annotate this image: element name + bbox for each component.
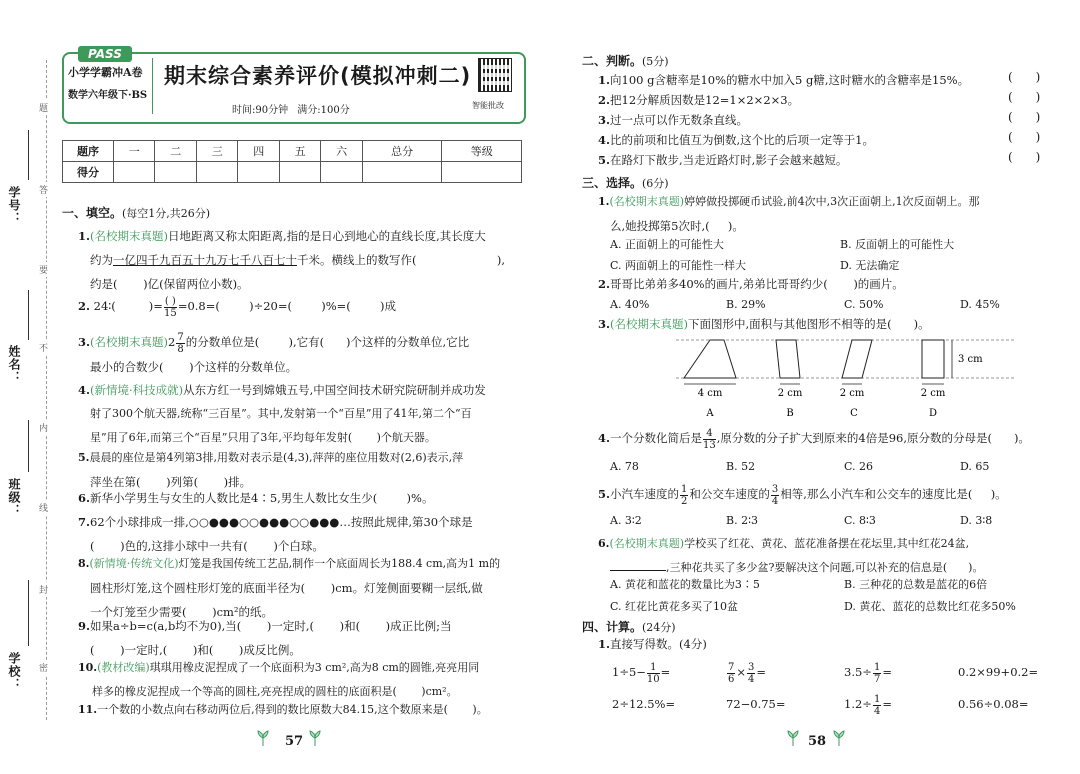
question-text: )= [148,299,163,313]
question-text: )一定时,( [120,643,168,657]
question-text: )的画片。 [853,277,904,291]
question-number: 10. [78,661,98,674]
margin-char: 要 [39,262,48,277]
question-number: 3. [78,335,91,349]
question-tag: (名校期末真题) [609,195,685,208]
question-tag: (名校期末真题) [90,335,168,349]
question-text: )一定时,( [266,619,314,633]
exam-full-score: 满分:100分 [297,105,350,116]
choice-option-a[interactable]: A. 3∶2 [610,514,642,527]
fraction-numerator: ( ) [164,295,176,307]
judge-item-1 [598,70,969,90]
fraction: $\frac{7}{6}$ [728,661,735,685]
question-text: 圆柱形灯笼,这个圆柱形灯笼的底面半径为( [90,581,306,595]
question-number: 2. [598,93,611,107]
question-text: )÷20=( [249,299,292,313]
question-text: )亿(保留两位小数)。 [143,277,249,291]
question-text: )。 [727,219,744,233]
choice-option-a[interactable]: A. 正面朝上的可能性大 [610,238,724,251]
question-text: )。 [990,487,1007,501]
choice-option-c[interactable]: C. 26 [844,460,874,473]
question-text: 学校买了红花、黄花、蓝花准备摆在花坛里,其中红花24盆, [684,537,970,550]
qr-code-icon[interactable] [478,58,512,92]
question-tag: (名校期末真题) [90,229,168,243]
question-number: 3. [598,317,611,331]
question-text: 向100 g含糖率是10%的糖水中加入5 g糖,这时糖水的含糖率是15%。 [610,73,970,87]
question-text: 小汽车速度的 [610,487,680,501]
section-fill-blank-title [62,204,210,221]
judge-item-5 [598,150,847,170]
question-number: 3. [598,113,611,127]
score-cell[interactable] [321,162,362,183]
choice-option-c[interactable]: C. 两面朝上的可能性一样大 [610,259,747,272]
table-header-cell: 二 [155,141,196,162]
dimension-label: 4 cm [697,388,723,399]
question-text: )成 [380,299,397,313]
table-header-cell: 题序 [63,141,114,162]
score-cell[interactable] [442,162,522,183]
question-text: 哥哥比弟弟多40%的画片,弟弟比哥哥约少( [610,277,828,291]
calc-item-5: 2÷12.5%= [612,697,676,711]
score-cell[interactable] [114,162,155,183]
table-row-label: 得分 [63,162,114,183]
question-1-11 [78,698,488,722]
question-tag: (新情境·科技成就) [90,383,184,397]
question-text: )个航天器。 [376,431,436,444]
shape-a-trapezoid [684,340,736,378]
question-number: 7. [78,515,91,529]
margin-char: 不 [39,340,48,355]
question-text: )个白球。 [273,539,324,553]
leaf-ornament-icon [786,730,800,746]
question-1-9 [78,614,528,662]
question-tag: (名校期末真题) [609,537,685,550]
question-text: )。 [968,561,984,574]
question-text: )和( [339,619,361,633]
score-cell[interactable] [238,162,279,183]
question-1-10 [78,656,528,704]
question-text: 千米。横线上的数写作( [297,253,417,267]
fraction-numerator: 3 [771,483,779,495]
question-text: 一个灯笼至少需要( [90,605,187,619]
question-number: 5. [598,487,611,501]
question-text: )%=( [321,299,351,313]
calc-item-4: 0.2×99+0.2= [958,665,1039,679]
school-field[interactable] [28,580,29,646]
question-text: ( [90,643,95,657]
fraction [703,428,716,451]
choice-question-5 [598,482,1007,507]
choice-option-c[interactable]: C. 50% [844,298,884,311]
margin-char: 封 [39,582,48,597]
margin-char: 内 [39,420,48,435]
table-header-cell: 四 [238,141,279,162]
calc-item-2: $\frac{7}{6}$ × $\frac{3}{4}$ = [728,661,767,685]
question-tag: (教材改编) [97,661,150,674]
question-1-3 [78,330,528,379]
question-number: 4. [78,383,91,397]
table-header-cell: 总分 [362,141,442,162]
question-text: ), [496,253,506,267]
question-text: )个这样的分数单位。 [189,359,298,374]
question-1-2 [78,294,396,319]
question-text: 过一点可以作无数条直线。 [610,113,749,127]
shape-label[interactable]: B [786,408,794,419]
leaf-ornament-icon [256,730,270,746]
question-number: 2. [78,299,91,313]
question-text: 琪琪用橡皮泥捏成了一个底面积为3 cm²,高为8 cm的圆锥,亮亮用同 [149,661,480,674]
choice-option-c[interactable]: C. 8∶3 [844,514,876,527]
shape-b-parallelogram [776,340,800,378]
shape-d-rectangle [922,340,944,378]
question-number: 6. [598,537,610,550]
fraction-denominator: 2 [681,495,688,507]
calc-item-6: 72−0.75= [726,697,786,711]
question-text: )。 [913,317,930,331]
leaf-ornament-icon [308,730,322,746]
choice-option-a[interactable]: A. 78 [610,460,639,473]
margin-char: 线 [39,500,48,515]
name-field[interactable] [28,290,29,340]
score-cell[interactable] [196,162,237,183]
table-header-cell: 五 [279,141,320,162]
question-text: 新华小学男生与女生的人数比是4∶5,男生人数比女生少( [90,491,378,505]
mixed-number-whole: 2 [168,335,176,349]
shape-label[interactable]: D [928,408,938,419]
dimension-label: 2 cm [839,388,865,399]
choice-question-1 [598,190,1068,238]
fraction: $\frac{1}{4}$ [873,693,881,717]
question-text: 日地距离又称太阳距离,指的是日心到地心的直线长度,其长度大 [168,229,486,243]
section-choice-title [582,174,669,191]
question-text: )排。 [223,475,252,489]
student-id-label: 学号： [7,186,21,225]
question-text: 一个分数化简后是 [610,431,703,445]
pass-logo: PASS [78,46,132,62]
table-row [63,162,522,183]
judge-answer-4[interactable]: ( ) [1008,130,1041,144]
question-text: 萍坐在第( [90,475,141,489]
question-text: 从东方红一号到嫦娥五号,中国空间技术研究院研制并成功发 [183,383,486,397]
question-text: 样多的橡皮泥捏成一个等高的圆柱,亮亮捏成的圆柱的底面积是( [92,685,397,698]
binding-dashed-line [46,60,47,720]
fraction [164,296,177,319]
student-id-field[interactable] [28,130,29,180]
fraction-denominator: 8 [177,343,184,355]
question-tag: (名校期末真题) [610,317,688,331]
question-text: )。 [472,703,488,716]
question-text: )cm。灯笼侧面要糊一层纸,做 [330,581,483,595]
question-text: )。 [1013,431,1030,445]
calc-item-3: 3.5÷ $\frac{1}{7}$ = [844,661,892,685]
section-title-text: 一、填空。 [62,206,123,220]
question-1-7 [78,510,528,558]
dimension-label: 2 cm [920,388,946,399]
question-text: ),它有( [288,335,325,349]
question-text: )列第( [166,475,199,489]
question-number: 11. [78,703,98,716]
score-cell[interactable] [279,162,320,183]
question-text: 一个数的小数点向右移动两位后,得到的数比原数大84.15,这个数原来是( [97,703,448,716]
question-text: 如果a÷b=c(a,b均不为0),当( [90,619,242,633]
fraction [771,484,779,507]
smart-grading-label: 智能批改 [472,101,504,110]
page-number-left: 57 [285,734,304,749]
question-number: 1. [598,637,611,651]
fraction-numerator: 1 [681,483,688,495]
judge-item-3 [598,110,748,130]
name-label: 姓名： [7,345,21,384]
shape-label[interactable]: C [850,408,858,419]
calc-item-1: 1÷5− $\frac{1}{10}$ = [612,661,671,685]
question-text: 婷婷做投掷硬币试验,前4次中,3次正面朝上,1次反面朝上。那 [684,195,980,208]
question-number: 5. [598,153,611,167]
question-number: 1. [598,195,610,208]
choice-option-b[interactable]: B. 2∶3 [726,514,758,527]
blank-line[interactable] [610,570,666,571]
exam-meta [232,101,350,116]
question-text: )成反比例。 [238,643,301,657]
calc-item-8: 0.56÷0.08= [958,697,1029,711]
fraction: $\frac{1}{10}$ [646,661,660,685]
underlined-number: 一亿四千九百五十九万七千八百七十 [113,253,297,267]
section-judge-title [582,52,669,69]
section-note: (6分) [642,177,669,190]
question-text: ,三种花共买了多少盆?要解决这个问题,可以补充的信息是( [666,561,948,574]
grade-label: 数学六年级下·BS [68,90,148,101]
question-1-1 [78,224,528,296]
margin-char: 题 [39,100,48,115]
question-text: 约为 [90,253,113,267]
question-text: )cm²。 [421,685,458,698]
section-title-text: 二、判断。 [582,54,643,68]
judge-item-4 [598,130,874,150]
question-text: 约是( [90,277,118,291]
question-number: 6. [78,491,91,505]
section-note: (每空1分,共26分) [122,207,211,220]
section-title-text: 四、计算。 [582,620,643,634]
margin-char: 密 [39,660,48,675]
series-name: 小学学霸冲A卷 [68,66,143,79]
judge-answer-2[interactable]: ( ) [1008,90,1041,104]
choice-option-b[interactable]: B. 52 [726,460,756,473]
choice-question-4 [598,426,1030,451]
section-title-text: 三、选择。 [582,176,643,190]
question-text: 灯笼是我国传统工艺品,制作一个底面周长为188.4 cm,高为1 m的 [178,557,501,570]
choice-option-d[interactable]: D. 65 [960,460,990,473]
question-text: )%。 [406,491,434,505]
choice-option-c[interactable]: C. 红花比黄花多买了10盆 [610,600,739,613]
question-tag: (新情境·传统文化) [89,557,179,570]
question-number: 8. [78,557,90,570]
fraction: $\frac{1}{7}$ [873,661,881,685]
table-header-cell: 三 [196,141,237,162]
question-text: )和( [192,643,214,657]
question-number: 4. [598,133,611,147]
question-number: 2. [598,277,611,291]
fraction-numerator: 4 [703,428,716,440]
score-table [62,140,522,183]
question-number: 1. [598,73,611,87]
question-text: 晨晨的座位是第4列第3排,用数对表示是(4,3),萍萍的座位用数对(2,6)表示,萍 [89,451,464,464]
fraction: $\frac{3}{4}$ [748,661,755,685]
fraction [176,332,184,355]
choice-option-b[interactable]: B. 反面朝上的可能性大 [840,238,955,251]
question-text: )成正比例;当 [385,619,452,633]
choice-question-3 [598,312,930,336]
dimension-label: 2 cm [777,388,803,399]
choice-option-d[interactable]: D. 45% [960,298,1000,311]
exam-title: 期末综合素养评价(模拟冲刺二) [164,64,472,88]
question-number: 5. [78,451,90,464]
choice-option-d[interactable]: D. 黄花、蓝花的总数比红花多50% [844,600,1016,613]
question-text: =0.8=( [177,299,220,313]
question-number: 1. [78,229,91,243]
question-text: )色的,这排小球中一共有( [120,539,248,553]
question-text: 星”用了6年,而第三个“百星”只用了3年,平均每年发射( [90,431,353,444]
table-header-cell: 六 [321,141,362,162]
table-header-cell: 等级 [442,141,522,162]
margin-char: 答 [39,182,48,197]
question-1-6 [78,486,433,510]
section-note: (5分) [642,55,669,68]
question-text: 下面图形中,面积与其他图形不相等的是( [688,317,892,331]
question-text: 62个小球排成一排,○○●●●○○●●●○○●●●…按照此规律,第30个球是 [90,515,473,529]
class-label: 班级： [7,478,21,517]
choice-option-b[interactable]: B. 29% [726,298,766,311]
question-text: ( [90,539,95,553]
question-text: 在路灯下散步,当走近路灯时,影子会越来越短。 [610,153,848,167]
exam-time: 时间:90分钟 [232,105,289,116]
class-field[interactable] [28,420,29,472]
question-number: 4. [598,431,611,445]
question-text: 直接写得数。(4分) [610,637,707,651]
question-text: 么,她投掷第5次时,( [610,219,710,233]
question-text: 比的前项和比值互为倒数,这个比的后项一定等于1。 [610,133,874,147]
question-text: 最小的合数少( [90,359,164,374]
question-text: 和公交车速度的 [689,487,770,501]
score-cell[interactable] [362,162,442,183]
leaf-ornament-icon [832,730,846,746]
question-text: )cm²的纸。 [212,605,274,619]
school-label: 学校： [7,652,21,691]
question-text: 的分数单位是( [185,335,260,349]
question-text: 把12分解质因数是12=1×2×2×3。 [610,93,800,107]
shape-label[interactable]: A [706,408,714,419]
calc-item-7: 1.2÷ $\frac{1}{4}$ = [844,693,892,717]
choice-question-6 [598,532,1068,580]
score-cell[interactable] [155,162,196,183]
question-text: 相等,那么小汽车和公交车的速度比是( [780,487,973,501]
shapes-figure [676,336,1016,426]
fraction [680,484,688,507]
judge-answer-1[interactable]: ( ) [1008,70,1041,84]
judge-answer-3[interactable]: ( ) [1008,110,1041,124]
table-row [63,141,522,162]
fraction-denominator: 15 [163,307,177,319]
choice-option-d[interactable]: D. 3∶8 [960,514,993,527]
judge-item-2 [598,90,799,110]
question-number: 9. [78,619,91,633]
fraction-denominator: 13 [703,439,716,451]
choice-option-a[interactable]: A. 40% [610,298,650,311]
choice-option-b[interactable]: B. 三种花的总数是蓝花的6倍 [844,578,988,591]
section-note: (24分) [642,621,676,634]
question-text: ,原分数的分子扩大到原来的4倍是96,原分数的分母是( [716,431,992,445]
question-text: 射了300个航天器,统称“三百星”。其中,发射第一个“百星”用了41年,第二个“百 [90,407,472,420]
question-1-4 [78,378,528,450]
choice-option-a[interactable]: A. 黄花和蓝花的数量比为3∶5 [610,578,760,591]
header-divider [152,58,153,114]
choice-option-d[interactable]: D. 无法确定 [840,259,900,272]
judge-answer-5[interactable]: ( ) [1008,150,1041,164]
shape-c-parallelogram [842,340,872,378]
page-number-right: 58 [808,734,827,749]
table-header-cell: 一 [114,141,155,162]
dimension-label: 3 cm [958,354,983,365]
calc-question-1 [598,632,707,656]
choice-question-2 [598,272,904,296]
right-page [540,0,1080,774]
fraction-numerator: 7 [177,331,184,343]
question-text: )个这样的分数单位,它比 [346,335,470,349]
fraction-denominator: 4 [771,495,779,507]
question-text: 24∶( [93,299,116,313]
